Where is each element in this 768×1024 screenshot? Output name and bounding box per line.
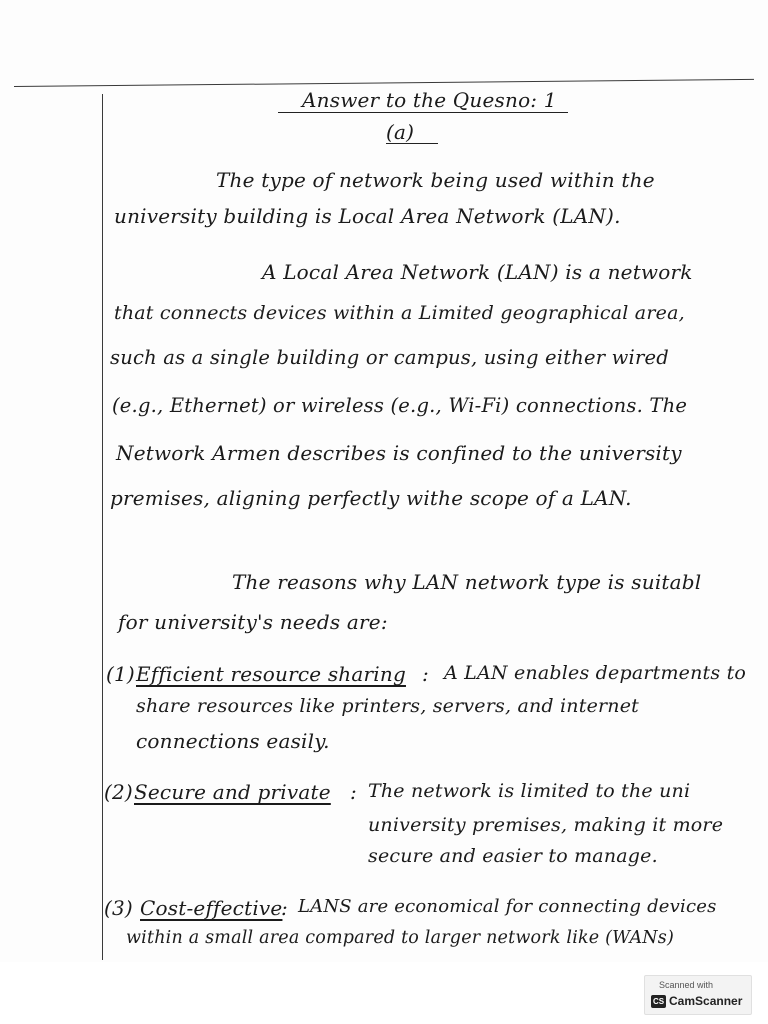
heading-underline (278, 112, 568, 113)
para2-line-3: such as a single building or campus, using either wired (110, 346, 669, 369)
point-1-number: (1) (106, 662, 135, 686)
point-2-label: Secure and private (134, 780, 331, 804)
point-2-line-2: university premises, making it more (368, 814, 724, 836)
point-2-number: (2) (104, 780, 133, 804)
point-1-separator: : (422, 662, 429, 686)
camscanner-logo-icon: CS (652, 997, 665, 1006)
watermark-brand: CamScanner (669, 994, 743, 1008)
point-1-line-3: connections easily. (136, 729, 330, 753)
para2-line-4: (e.g., Ethernet) or wireless (e.g., Wi-Fi) connections. The (112, 394, 688, 417)
para3-line-2: for university's needs are: (118, 610, 388, 634)
point-3-line-1: LANS are economical for connecting devices (298, 896, 717, 917)
point-3-line-2: within a small area compared to larger network like (WANs) (126, 928, 675, 948)
part-label: (a) (386, 120, 415, 144)
point-2-line-1: The network is limited to the uni (368, 780, 691, 802)
point-2-line-3: secure and easier to manage. (368, 845, 658, 867)
point-3-separator: : (281, 896, 288, 920)
page-top-rule (14, 79, 754, 87)
para2-line-6: premises, aligning perfectly withe scope of a LAN. (110, 486, 632, 510)
point-1-label: Efficient resource sharing (136, 662, 406, 686)
page-margin-rule (102, 94, 103, 960)
point-1-line-1: A LAN enables departments to (444, 662, 747, 684)
point-1-line-2: share resources like printers, servers, and internet (136, 695, 640, 717)
para2-line-1: A Local Area Network (LAN) is a network (262, 260, 693, 284)
camscanner-watermark (644, 975, 752, 1015)
point-3-number: (3) (104, 896, 133, 920)
para2-line-5: Network Armen describes is confined to the university (116, 441, 682, 465)
answer-heading: Answer to the Quesno: 1 (302, 88, 557, 112)
point-3-label: Cost-effective (140, 896, 283, 920)
para3-line-1: The reasons why LAN network type is suitabl (232, 570, 702, 594)
watermark-caption: Scanned with (659, 980, 714, 990)
para2-line-2: that connects devices within a Limited geographical area, (114, 302, 685, 324)
point-2-separator: : (350, 780, 357, 804)
para1-line-2: university building is Local Area Network (LAN). (114, 204, 621, 228)
para1-line-1: The type of network being used within the (216, 168, 655, 192)
